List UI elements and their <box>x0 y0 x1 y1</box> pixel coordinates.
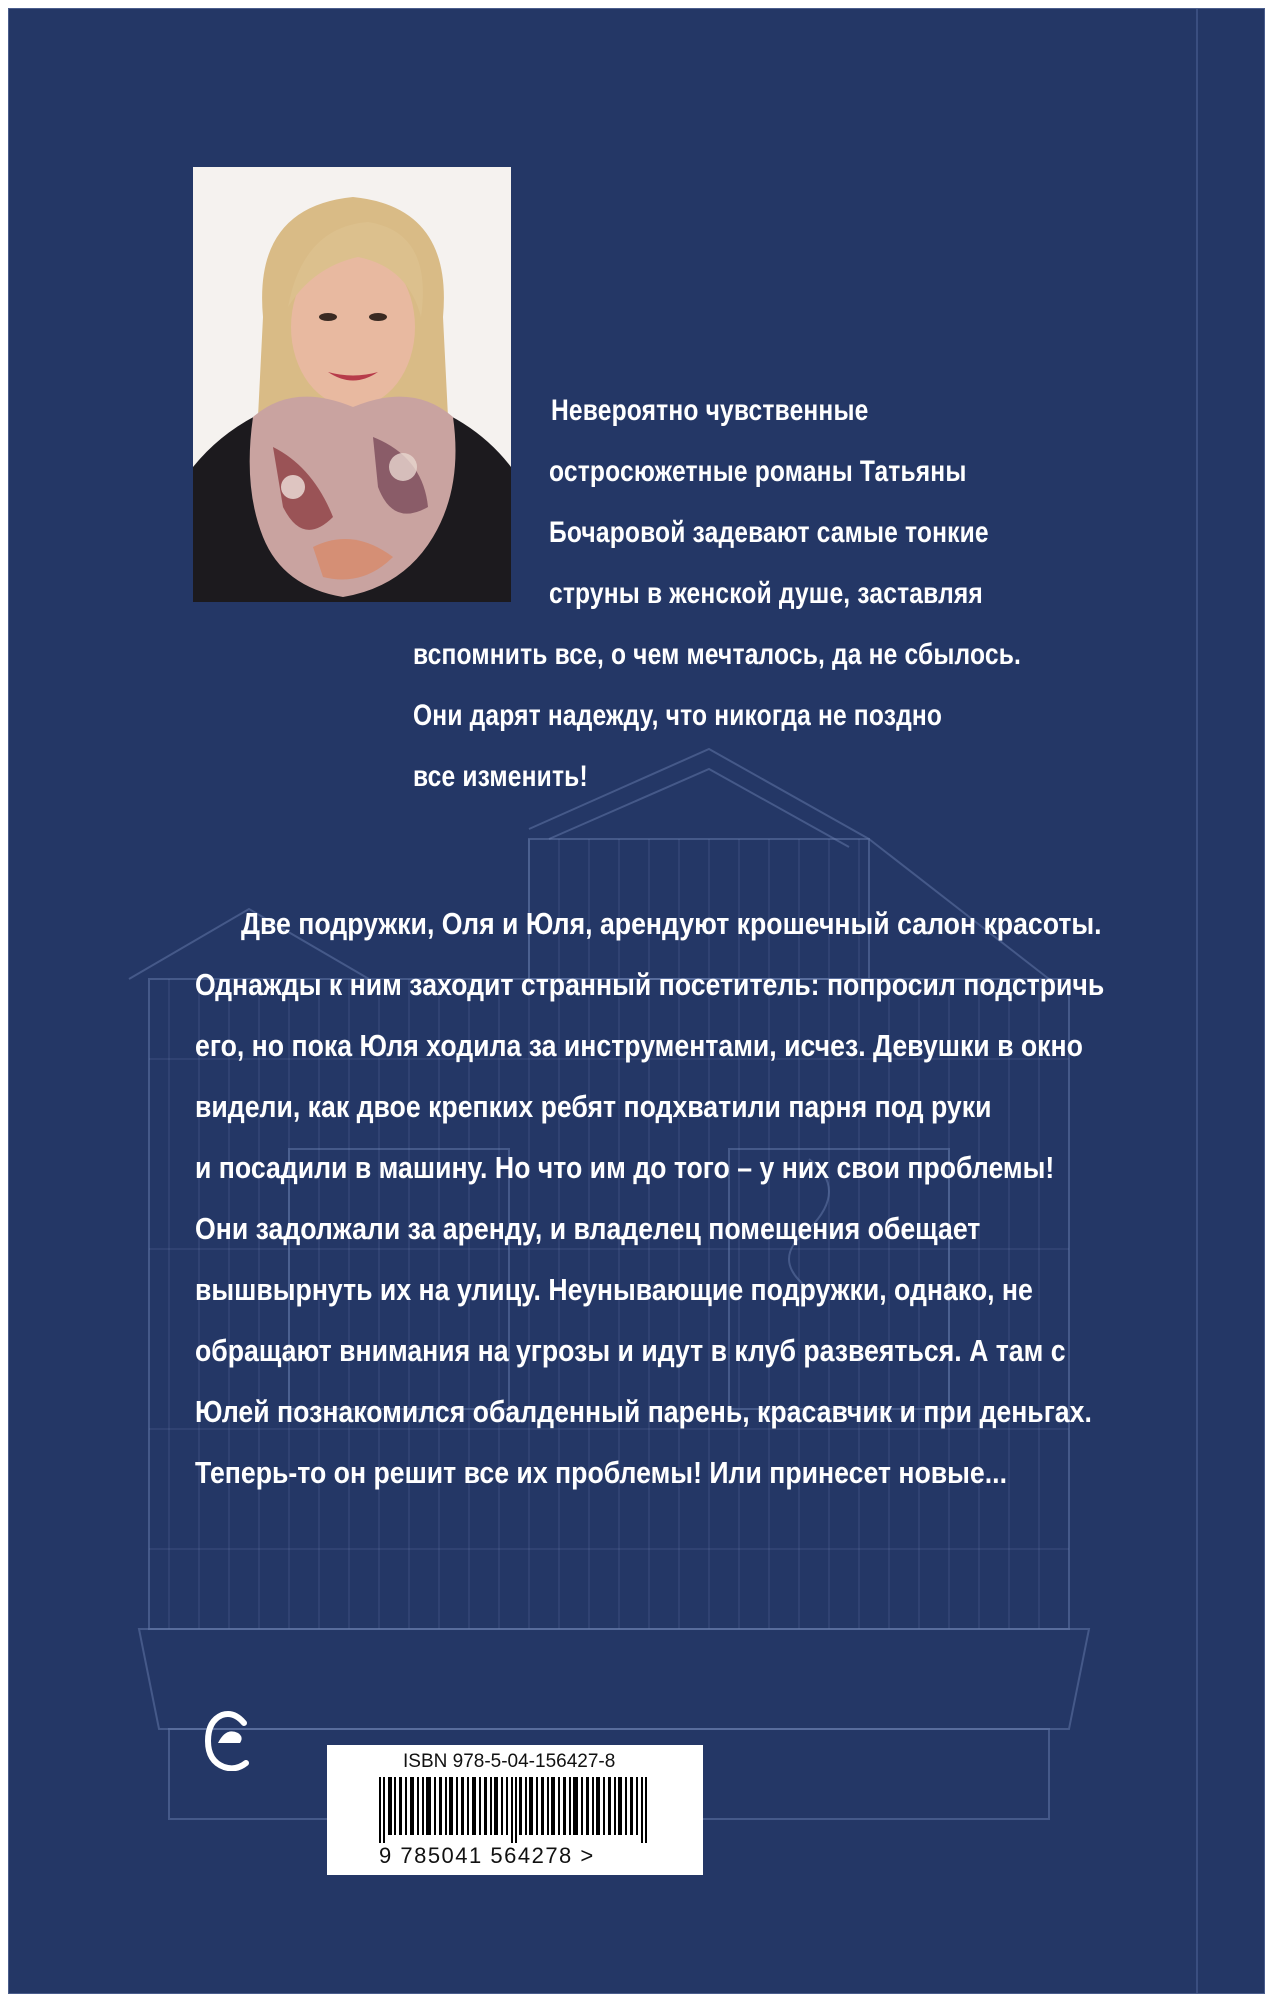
annotation-line: Они задолжали за аренду, и владелец помещения обещает <box>195 1211 981 1246</box>
isbn-number: ISBN 978-5-04-156427-8 <box>403 1751 616 1772</box>
blurb-line: остросюжетные романы Татьяны <box>549 455 967 488</box>
book-back-cover <box>8 8 1265 1994</box>
isbn-barcode <box>327 1745 703 1875</box>
blurb-line: Бочаровой задевают самые тонкие <box>549 516 989 549</box>
barcode-bars <box>379 1777 651 1843</box>
annotation-line: обращают внимания на угрозы и идут в клуб развеяться. А там с <box>195 1333 1066 1368</box>
annotation-line: Однажды к ним заходит странный посетитель: попросил подстричь <box>195 967 1105 1002</box>
author-photo <box>193 167 511 602</box>
annotation-line: и посадили в машину. Но что им до того – у них свои проблемы! <box>195 1150 1055 1185</box>
blurb-line: вспомнить все, о чем мечталось, да не сбылось. <box>413 638 1022 671</box>
blurb-line: струны в женской душе, заставляя <box>549 577 983 610</box>
annotation-line: вышвырнуть их на улицу. Неунывающие подружки, однако, не <box>195 1272 1033 1307</box>
blurb-line: все изменить! <box>413 760 588 793</box>
spine-divider <box>1196 9 1198 1993</box>
blurb-line: Невероятно чувственные <box>551 394 869 427</box>
annotation-line: Теперь-то он решит все их проблемы! Или принесет новые... <box>195 1455 1007 1490</box>
annotation-line: видели, как двое крепких ребят подхватили парня под руки <box>195 1089 992 1124</box>
annotation-line: его, но пока Юля ходила за инструментами, исчез. Девушки в окно <box>195 1028 1083 1063</box>
publisher-logo-icon <box>204 1709 254 1771</box>
blurb-line: Они дарят надежду, что никогда не поздно <box>413 699 943 732</box>
barcode-digits: 9 785041 564278 > <box>379 1843 595 1868</box>
annotation-line: Юлей познакомился обалденный парень, красавчик и при деньгах. <box>195 1394 1092 1429</box>
annotation-line: Две подружки, Оля и Юля, арендуют крошечный салон красоты. <box>241 906 1102 941</box>
